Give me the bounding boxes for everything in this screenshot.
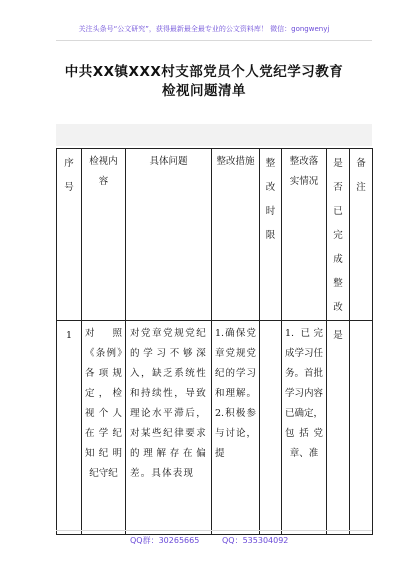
column-header-status: 整改落实情况: [282, 149, 327, 321]
column-header-problem: 具体问题: [126, 149, 212, 321]
cell-remarks: [350, 321, 373, 535]
column-header-index: 序号: [57, 149, 82, 321]
cell-status: 1. 已完成学习任务。首批学习内容已确定，包括党章、准: [282, 321, 327, 535]
column-header-deadline: 整改时限: [260, 149, 282, 321]
cell-completed: 是: [327, 321, 350, 535]
table-header-row: [57, 149, 373, 321]
header-note: 关注头条号“公文研究”，获得最新最全最专业的公文资料库！ 微信：gongwenyj: [78, 25, 330, 33]
column-header-completed: 是否已完成整改: [327, 149, 350, 321]
empty-header-band: [56, 124, 372, 146]
footer-qq-group: QQ群：30265665: [130, 536, 200, 545]
column-header-content: 检视内容: [82, 149, 126, 321]
cell-measures: 1.确保党章党规党纪的学习和理解。2.积极参与讨论，提: [212, 321, 260, 535]
cell-problem: 对党章党规党纪的学习不够深入，缺乏系统性和持续性，导致理论水平滞后，对某些纪律要求的理解存在偏差。具体表现: [126, 321, 212, 535]
column-header-remarks: 备注: [350, 149, 373, 321]
document-title-line1: 中共XX镇XXX村支部党员个人党纪学习教育: [64, 64, 344, 80]
cell-content: 对照《条例》各项规定，检视个人在学纪知纪明纪守纪: [82, 321, 126, 535]
header-divider: [56, 40, 372, 41]
column-header-measures: 整改措施: [212, 149, 260, 321]
footer-qq: QQ：535304092: [222, 536, 289, 545]
footer-divider: [56, 530, 372, 531]
table-row: [57, 321, 373, 535]
document-title-line2: 检视问题清单: [162, 83, 246, 99]
cell-index: 1: [57, 321, 82, 535]
issues-table: [56, 148, 373, 535]
cell-deadline: [260, 321, 282, 535]
